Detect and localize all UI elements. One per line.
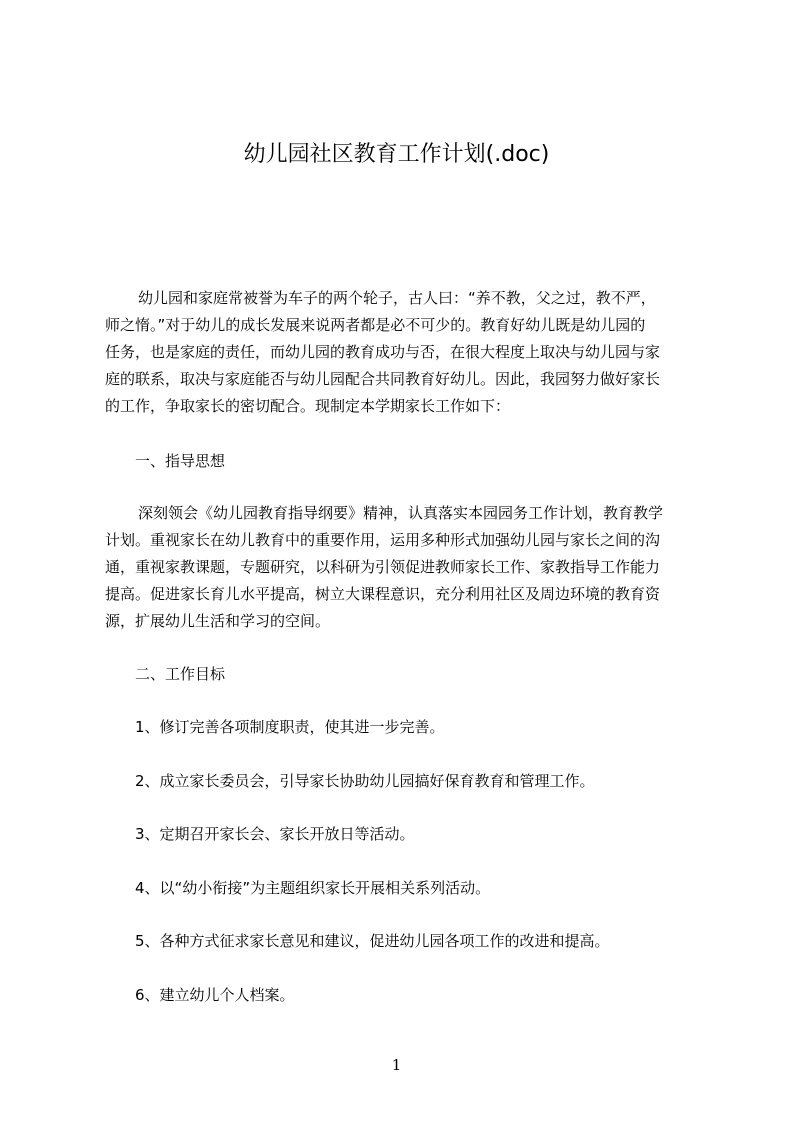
intro-line: 幼儿园和家庭常被誉为车子的两个轮子，古人曰：“养不教，父之过，教不严，	[138, 289, 656, 307]
page-number: 1	[391, 1056, 402, 1074]
goal-item: 2、成立家长委员会，引导家长协助幼儿园搞好保育教育和管理工作。	[135, 772, 595, 790]
intro-line: 师之惰。”对于幼儿的成长发展来说两者都是必不可少的。教育好幼儿既是幼儿园的	[105, 316, 646, 334]
guiding-line: 计划。重视家长在幼儿教育中的重要作用，运用多种形式加强幼儿园与家长之间的沟	[105, 531, 661, 549]
goal-item: 4、以“幼小衔接”为主题组织家长开展相关系列活动。	[135, 879, 491, 897]
intro-line: 的工作，争取家长的密切配合。现制定本学期家长工作如下：	[105, 397, 511, 415]
goal-item: 5、各种方式征求家长意见和建议，促进幼儿园各项工作的改进和提高。	[135, 932, 610, 950]
guiding-thought-paragraph	[105, 500, 705, 635]
guiding-line: 深刻领会《幼儿园教育指导纲要》精神，认真落实本园园务工作计划，教育教学	[138, 504, 664, 522]
guiding-line: 提高。促进家长育儿水平提高，树立大课程意识，充分利用社区及周边环境的教育资	[105, 585, 661, 603]
document-title: 幼儿园社区教育工作计划(.doc)	[243, 142, 550, 167]
guiding-line: 通，重视家教课题，专题研究，以科研为引领促进教师家长工作、家教指导工作能力	[105, 558, 661, 576]
section-heading-work-goals: 二、工作目标	[135, 665, 226, 683]
goal-item: 3、定期召开家长会、家长开放日等活动。	[135, 825, 415, 843]
intro-paragraph	[105, 285, 705, 420]
goal-item: 6、建立幼儿个人档案。	[135, 986, 295, 1004]
section-heading-guiding-thought: 一、指导思想	[135, 452, 226, 470]
intro-line: 庭的联系，取决与家庭能否与幼儿园配合共同教育好幼儿。因此，我园努力做好家长	[105, 370, 661, 388]
intro-line: 任务，也是家庭的责任，而幼儿园的教育成功与否，在很大程度上取决与幼儿园与家	[105, 343, 661, 361]
goal-item: 1、修订完善各项制度职责，使其进一步完善。	[135, 718, 445, 736]
guiding-line: 源，扩展幼儿生活和学习的空间。	[105, 612, 331, 630]
